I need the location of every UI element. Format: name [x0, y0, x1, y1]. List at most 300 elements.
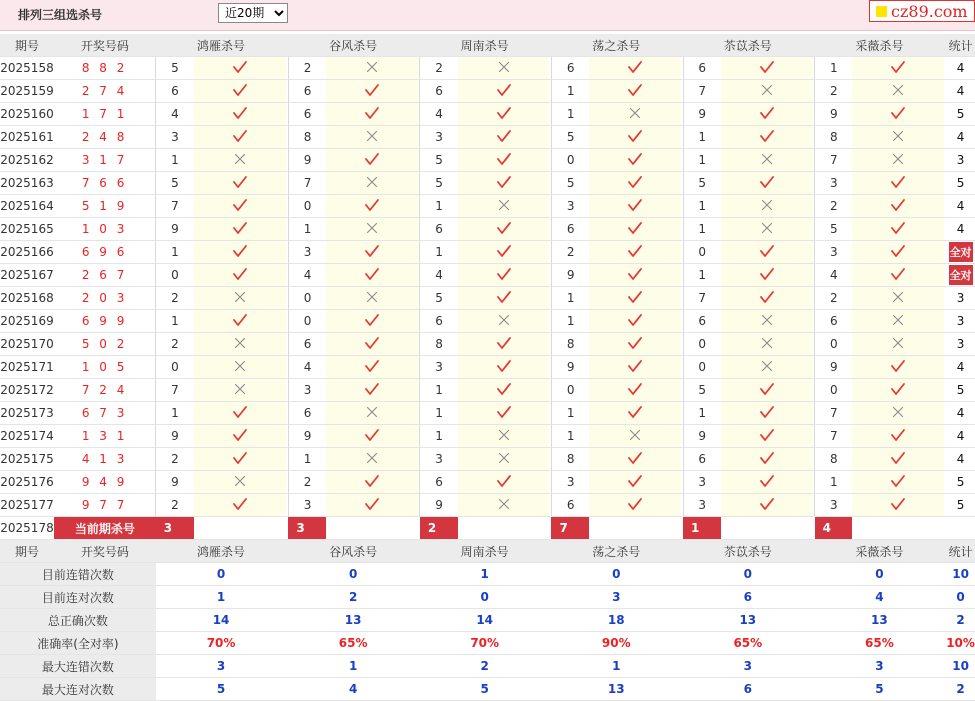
kill-number-cell: 7: [815, 149, 853, 172]
stats-label: 目前连对次数: [0, 586, 156, 609]
check-icon: [458, 356, 550, 379]
count-cell: 3: [946, 149, 975, 172]
check-icon: [852, 218, 944, 241]
cross-icon: [852, 310, 944, 333]
check-icon: [721, 402, 813, 425]
check-icon: [721, 494, 813, 517]
check-icon: [326, 425, 418, 448]
check-icon: [194, 494, 287, 517]
stats-total: 10%: [946, 632, 975, 655]
kill-number-cell: 0: [288, 287, 326, 310]
kill-number-cell: 0: [815, 379, 853, 402]
check-icon: [589, 379, 681, 402]
expert-header: 周南杀号: [420, 34, 550, 57]
count-cell: 3: [946, 310, 975, 333]
stats-label: 准确率(全对率): [0, 632, 156, 655]
full-correct-label: 全对: [949, 242, 973, 262]
kill-number-cell: 7: [156, 195, 194, 218]
check-icon: [326, 471, 418, 494]
table-row: [0, 379, 975, 402]
cross-icon: [852, 80, 944, 103]
kill-number-cell: 5: [815, 218, 853, 241]
current-kill-spacer: [721, 517, 813, 540]
stats-value: 18: [551, 609, 681, 632]
count-cell: 4: [946, 402, 975, 425]
check-icon: [458, 80, 550, 103]
draw-number-cell: 1 7 1: [54, 103, 156, 126]
check-icon: [458, 264, 550, 287]
stats-value: 65%: [815, 632, 945, 655]
current-kill-spacer: [589, 517, 681, 540]
cross-icon: [458, 310, 550, 333]
period-header: 期号: [0, 540, 54, 563]
check-icon: [458, 103, 550, 126]
expert-header: 采薇杀号: [815, 34, 945, 57]
table-row: [0, 333, 975, 356]
kill-number-cell: 6: [288, 103, 326, 126]
kill-number-cell: 6: [683, 310, 721, 333]
count-cell: 4: [946, 356, 975, 379]
draw-number-cell: 5 1 9: [54, 195, 156, 218]
cross-icon: [852, 402, 944, 425]
kill-number-cell: 3: [683, 471, 721, 494]
stats-total: 10: [946, 563, 975, 586]
check-icon: [721, 172, 813, 195]
draw-number-cell: 8 8 2: [54, 57, 156, 80]
draw-number-cell: 9 7 7: [54, 494, 156, 517]
stats-value: 0: [288, 563, 418, 586]
check-icon: [326, 103, 418, 126]
check-icon: [589, 172, 681, 195]
kill-number-cell: 6: [420, 80, 458, 103]
stats-value: 6: [683, 586, 813, 609]
kill-number-cell: 1: [551, 402, 589, 425]
kill-number-cell: 7: [683, 287, 721, 310]
table-row: [0, 356, 975, 379]
draw-number-cell: 7 6 6: [54, 172, 156, 195]
check-icon: [194, 425, 287, 448]
kill-number-cell: 2: [156, 333, 194, 356]
kill-number-cell: 4: [288, 356, 326, 379]
current-stat-cell: [946, 517, 975, 540]
current-kill-number: 4: [815, 517, 853, 540]
table-row: [0, 471, 975, 494]
kill-number-cell: 0: [551, 149, 589, 172]
cross-icon: [194, 379, 287, 402]
period-cell: 2025161: [0, 126, 54, 149]
current-period-row: [0, 517, 975, 540]
table-row: [0, 287, 975, 310]
expert-header: 苶苡杀号: [683, 34, 813, 57]
count-cell: 4: [946, 195, 975, 218]
period-header: 期号: [0, 34, 54, 57]
kill-number-cell: 7: [683, 80, 721, 103]
count-cell: 4: [946, 80, 975, 103]
stats-value: 13: [815, 609, 945, 632]
kill-number-cell: 4: [156, 103, 194, 126]
check-icon: [589, 57, 681, 80]
kill-number-cell: 3: [551, 195, 589, 218]
check-icon: [852, 264, 944, 287]
kill-number-cell: 6: [420, 310, 458, 333]
stats-value: 3: [683, 655, 813, 678]
check-icon: [194, 103, 287, 126]
table-row: [0, 310, 975, 333]
kill-number-cell: 1: [551, 425, 589, 448]
count-cell: 3: [946, 333, 975, 356]
kill-number-cell: 7: [815, 425, 853, 448]
kill-number-cell: 6: [288, 402, 326, 425]
period-cell: 2025163: [0, 172, 54, 195]
cross-icon: [326, 402, 418, 425]
check-icon: [326, 195, 418, 218]
check-icon: [326, 494, 418, 517]
stats-value: 1: [156, 586, 287, 609]
period-cell: 2025164: [0, 195, 54, 218]
top-bar: [0, 0, 975, 31]
check-icon: [326, 333, 418, 356]
check-icon: [852, 379, 944, 402]
check-icon: [194, 126, 287, 149]
stats-value: 65%: [683, 632, 813, 655]
cross-icon: [852, 126, 944, 149]
stats-total: 2: [946, 678, 975, 701]
stats-total: 10: [946, 655, 975, 678]
check-icon: [852, 241, 944, 264]
kill-number-cell: 9: [683, 425, 721, 448]
kill-number-cell: 0: [683, 241, 721, 264]
kill-number-cell: 8: [420, 333, 458, 356]
cross-icon: [852, 333, 944, 356]
cross-icon: [721, 80, 813, 103]
period-cell: 2025170: [0, 333, 54, 356]
check-icon: [589, 80, 681, 103]
check-icon: [589, 356, 681, 379]
draw-number-cell: 6 9 6: [54, 241, 156, 264]
kill-number-cell: 1: [156, 310, 194, 333]
kill-number-cell: 1: [551, 310, 589, 333]
period-cell: 2025159: [0, 80, 54, 103]
kill-number-cell: 3: [815, 172, 853, 195]
check-icon: [852, 448, 944, 471]
check-icon: [721, 241, 813, 264]
kill-number-cell: 1: [683, 195, 721, 218]
kill-number-cell: 9: [156, 218, 194, 241]
stat-header: 统计: [946, 540, 975, 563]
kill-number-cell: 9: [288, 425, 326, 448]
current-kill-spacer: [458, 517, 550, 540]
cross-icon: [194, 149, 287, 172]
cross-icon: [721, 310, 813, 333]
draw-number-cell: 3 1 7: [54, 149, 156, 172]
kill-number-cell: 3: [551, 471, 589, 494]
table-row: [0, 494, 975, 517]
kill-number-cell: 1: [288, 218, 326, 241]
period-cell: 2025168: [0, 287, 54, 310]
stats-row: [0, 586, 975, 609]
check-icon: [852, 172, 944, 195]
kill-number-cell: 9: [288, 149, 326, 172]
kill-number-cell: 1: [420, 402, 458, 425]
current-kill-spacer: [852, 517, 944, 540]
period-cell: 2025176: [0, 471, 54, 494]
current-kill-number: 1: [683, 517, 721, 540]
check-icon: [721, 287, 813, 310]
cross-icon: [326, 448, 418, 471]
check-icon: [589, 241, 681, 264]
period-range-select[interactable]: [218, 3, 288, 23]
kill-number-cell: 2: [156, 448, 194, 471]
kill-number-cell: 2: [288, 57, 326, 80]
draw-number-cell: 2 6 7: [54, 264, 156, 287]
check-icon: [589, 333, 681, 356]
stats-value: 1: [551, 655, 681, 678]
draw-number-cell: 1 0 5: [54, 356, 156, 379]
cross-icon: [326, 218, 418, 241]
check-icon: [589, 494, 681, 517]
check-icon: [458, 402, 550, 425]
check-icon: [721, 126, 813, 149]
cross-icon: [721, 195, 813, 218]
kill-number-cell: 0: [156, 356, 194, 379]
draw-number-cell: 1 3 1: [54, 425, 156, 448]
expert-header: 谷风杀号: [288, 34, 418, 57]
count-cell: 4: [946, 218, 975, 241]
kill-number-cell: 8: [815, 126, 853, 149]
table-row: [0, 264, 975, 287]
count-cell: 4: [946, 57, 975, 80]
stats-value: 6: [683, 678, 813, 701]
check-icon: [458, 471, 550, 494]
period-cell: 2025166: [0, 241, 54, 264]
expert-header: 谷风杀号: [288, 540, 418, 563]
check-icon: [326, 379, 418, 402]
table-row: [0, 103, 975, 126]
check-icon: [194, 195, 287, 218]
kill-number-cell: 5: [420, 149, 458, 172]
period-cell: 2025171: [0, 356, 54, 379]
kill-number-cell: 0: [156, 264, 194, 287]
site-logo[interactable]: [869, 0, 975, 22]
kill-number-cell: 1: [156, 241, 194, 264]
kill-number-cell: 3: [815, 241, 853, 264]
stats-total: 0: [946, 586, 975, 609]
check-icon: [194, 241, 287, 264]
logo-text: cz89.com: [891, 2, 968, 21]
kill-number-cell: 6: [815, 310, 853, 333]
draw-number-cell: 2 7 4: [54, 80, 156, 103]
draw-number-cell: 6 9 9: [54, 310, 156, 333]
kill-number-cell: 2: [815, 287, 853, 310]
cross-icon: [458, 195, 550, 218]
current-kill-label: 当前期杀号: [54, 517, 156, 540]
kill-number-cell: 6: [551, 57, 589, 80]
kill-number-cell: 1: [156, 402, 194, 425]
kill-number-cell: 1: [683, 126, 721, 149]
expert-header: 采薇杀号: [815, 540, 945, 563]
expert-header: 鸿雁杀号: [156, 34, 287, 57]
check-icon: [852, 425, 944, 448]
check-icon: [194, 264, 287, 287]
stats-row: [0, 609, 975, 632]
full-correct-badge: [946, 264, 975, 287]
period-cell: 2025169: [0, 310, 54, 333]
check-icon: [326, 356, 418, 379]
table-row: [0, 80, 975, 103]
kill-number-cell: 1: [420, 241, 458, 264]
count-cell: 5: [946, 471, 975, 494]
check-icon: [194, 218, 287, 241]
table-row: [0, 149, 975, 172]
check-icon: [721, 425, 813, 448]
kill-number-cell: 3: [156, 126, 194, 149]
kill-number-cell: 1: [683, 402, 721, 425]
check-icon: [194, 57, 287, 80]
check-icon: [721, 471, 813, 494]
kill-number-cell: 6: [420, 218, 458, 241]
kill-number-cell: 6: [420, 471, 458, 494]
cross-icon: [852, 287, 944, 310]
cross-icon: [589, 425, 681, 448]
check-icon: [589, 149, 681, 172]
kill-number-cell: 5: [683, 379, 721, 402]
stats-value: 70%: [420, 632, 550, 655]
kill-number-cell: 3: [420, 448, 458, 471]
full-correct-label: 全对: [949, 265, 973, 285]
cross-icon: [194, 333, 287, 356]
check-icon: [458, 126, 550, 149]
kill-number-cell: 3: [288, 494, 326, 517]
stats-value: 3: [815, 655, 945, 678]
header-row: [0, 34, 975, 57]
kill-number-cell: 9: [683, 103, 721, 126]
count-cell: 4: [946, 425, 975, 448]
check-icon: [458, 172, 550, 195]
cross-icon: [852, 149, 944, 172]
kill-number-cell: 5: [156, 172, 194, 195]
kill-number-cell: 4: [288, 264, 326, 287]
check-icon: [326, 80, 418, 103]
current-kill-number: 3: [156, 517, 194, 540]
kill-number-cell: 8: [551, 448, 589, 471]
table-row: [0, 425, 975, 448]
draw-header: 开奖号码: [54, 34, 156, 57]
kill-number-cell: 5: [683, 172, 721, 195]
table-row: [0, 57, 975, 80]
period-cell: 2025167: [0, 264, 54, 287]
check-icon: [852, 494, 944, 517]
cross-icon: [326, 287, 418, 310]
stats-row: [0, 563, 975, 586]
check-icon: [326, 149, 418, 172]
current-kill-spacer: [326, 517, 418, 540]
cross-icon: [589, 103, 681, 126]
check-icon: [194, 80, 287, 103]
count-cell: 4: [946, 448, 975, 471]
count-cell: 3: [946, 287, 975, 310]
cross-icon: [721, 356, 813, 379]
stats-value: 14: [156, 609, 287, 632]
kill-number-cell: 5: [420, 172, 458, 195]
cross-icon: [194, 356, 287, 379]
stats-value: 2: [420, 655, 550, 678]
kill-number-cell: 3: [683, 494, 721, 517]
count-cell: 4: [946, 126, 975, 149]
kill-number-cell: 9: [815, 356, 853, 379]
kill-number-cell: 3: [420, 126, 458, 149]
kill-number-cell: 3: [288, 241, 326, 264]
kill-number-cell: 1: [156, 149, 194, 172]
kill-number-cell: 6: [683, 57, 721, 80]
kill-number-cell: 1: [420, 425, 458, 448]
kill-number-cell: 3: [288, 379, 326, 402]
kill-number-cell: 8: [551, 333, 589, 356]
full-correct-badge: [946, 241, 975, 264]
kill-number-cell: 2: [156, 494, 194, 517]
check-icon: [326, 264, 418, 287]
kill-number-cell: 1: [683, 218, 721, 241]
stats-label: 最大连错次数: [0, 655, 156, 678]
stats-value: 5: [156, 678, 287, 701]
kill-number-cell: 1: [288, 448, 326, 471]
period-cell: 2025158: [0, 57, 54, 80]
check-icon: [589, 402, 681, 425]
count-cell: 5: [946, 379, 975, 402]
check-icon: [721, 57, 813, 80]
stats-value: 4: [815, 586, 945, 609]
check-icon: [458, 287, 550, 310]
expert-header: 苶苡杀号: [683, 540, 813, 563]
expert-header: 周南杀号: [420, 540, 550, 563]
kill-number-cell: 9: [815, 103, 853, 126]
period-cell: 2025174: [0, 425, 54, 448]
stats-label: 总正确次数: [0, 609, 156, 632]
check-icon: [852, 57, 944, 80]
kill-number-cell: 4: [420, 103, 458, 126]
kill-number-cell: 1: [815, 471, 853, 494]
table-row: [0, 448, 975, 471]
kill-number-cell: 7: [288, 172, 326, 195]
stats-value: 0: [683, 563, 813, 586]
kill-number-cell: 8: [815, 448, 853, 471]
stats-value: 3: [551, 586, 681, 609]
check-icon: [458, 149, 550, 172]
cross-icon: [721, 149, 813, 172]
check-icon: [326, 241, 418, 264]
table-row: [0, 402, 975, 425]
stats-total: 2: [946, 609, 975, 632]
current-kill-number: 7: [551, 517, 589, 540]
cross-icon: [458, 494, 550, 517]
kill-number-cell: 9: [551, 264, 589, 287]
kill-number-cell: 9: [156, 471, 194, 494]
stats-value: 70%: [156, 632, 287, 655]
cross-icon: [194, 471, 287, 494]
check-icon: [589, 264, 681, 287]
stats-value: 0: [156, 563, 287, 586]
kill-number-cell: 0: [683, 356, 721, 379]
kill-number-cell: 7: [815, 402, 853, 425]
period-cell: 2025160: [0, 103, 54, 126]
current-period-cell: 2025178: [0, 517, 54, 540]
draw-number-cell: 2 0 3: [54, 287, 156, 310]
cross-icon: [458, 448, 550, 471]
check-icon: [194, 310, 287, 333]
cross-icon: [458, 57, 550, 80]
check-icon: [589, 310, 681, 333]
stats-value: 0: [815, 563, 945, 586]
kill-number-cell: 2: [551, 241, 589, 264]
